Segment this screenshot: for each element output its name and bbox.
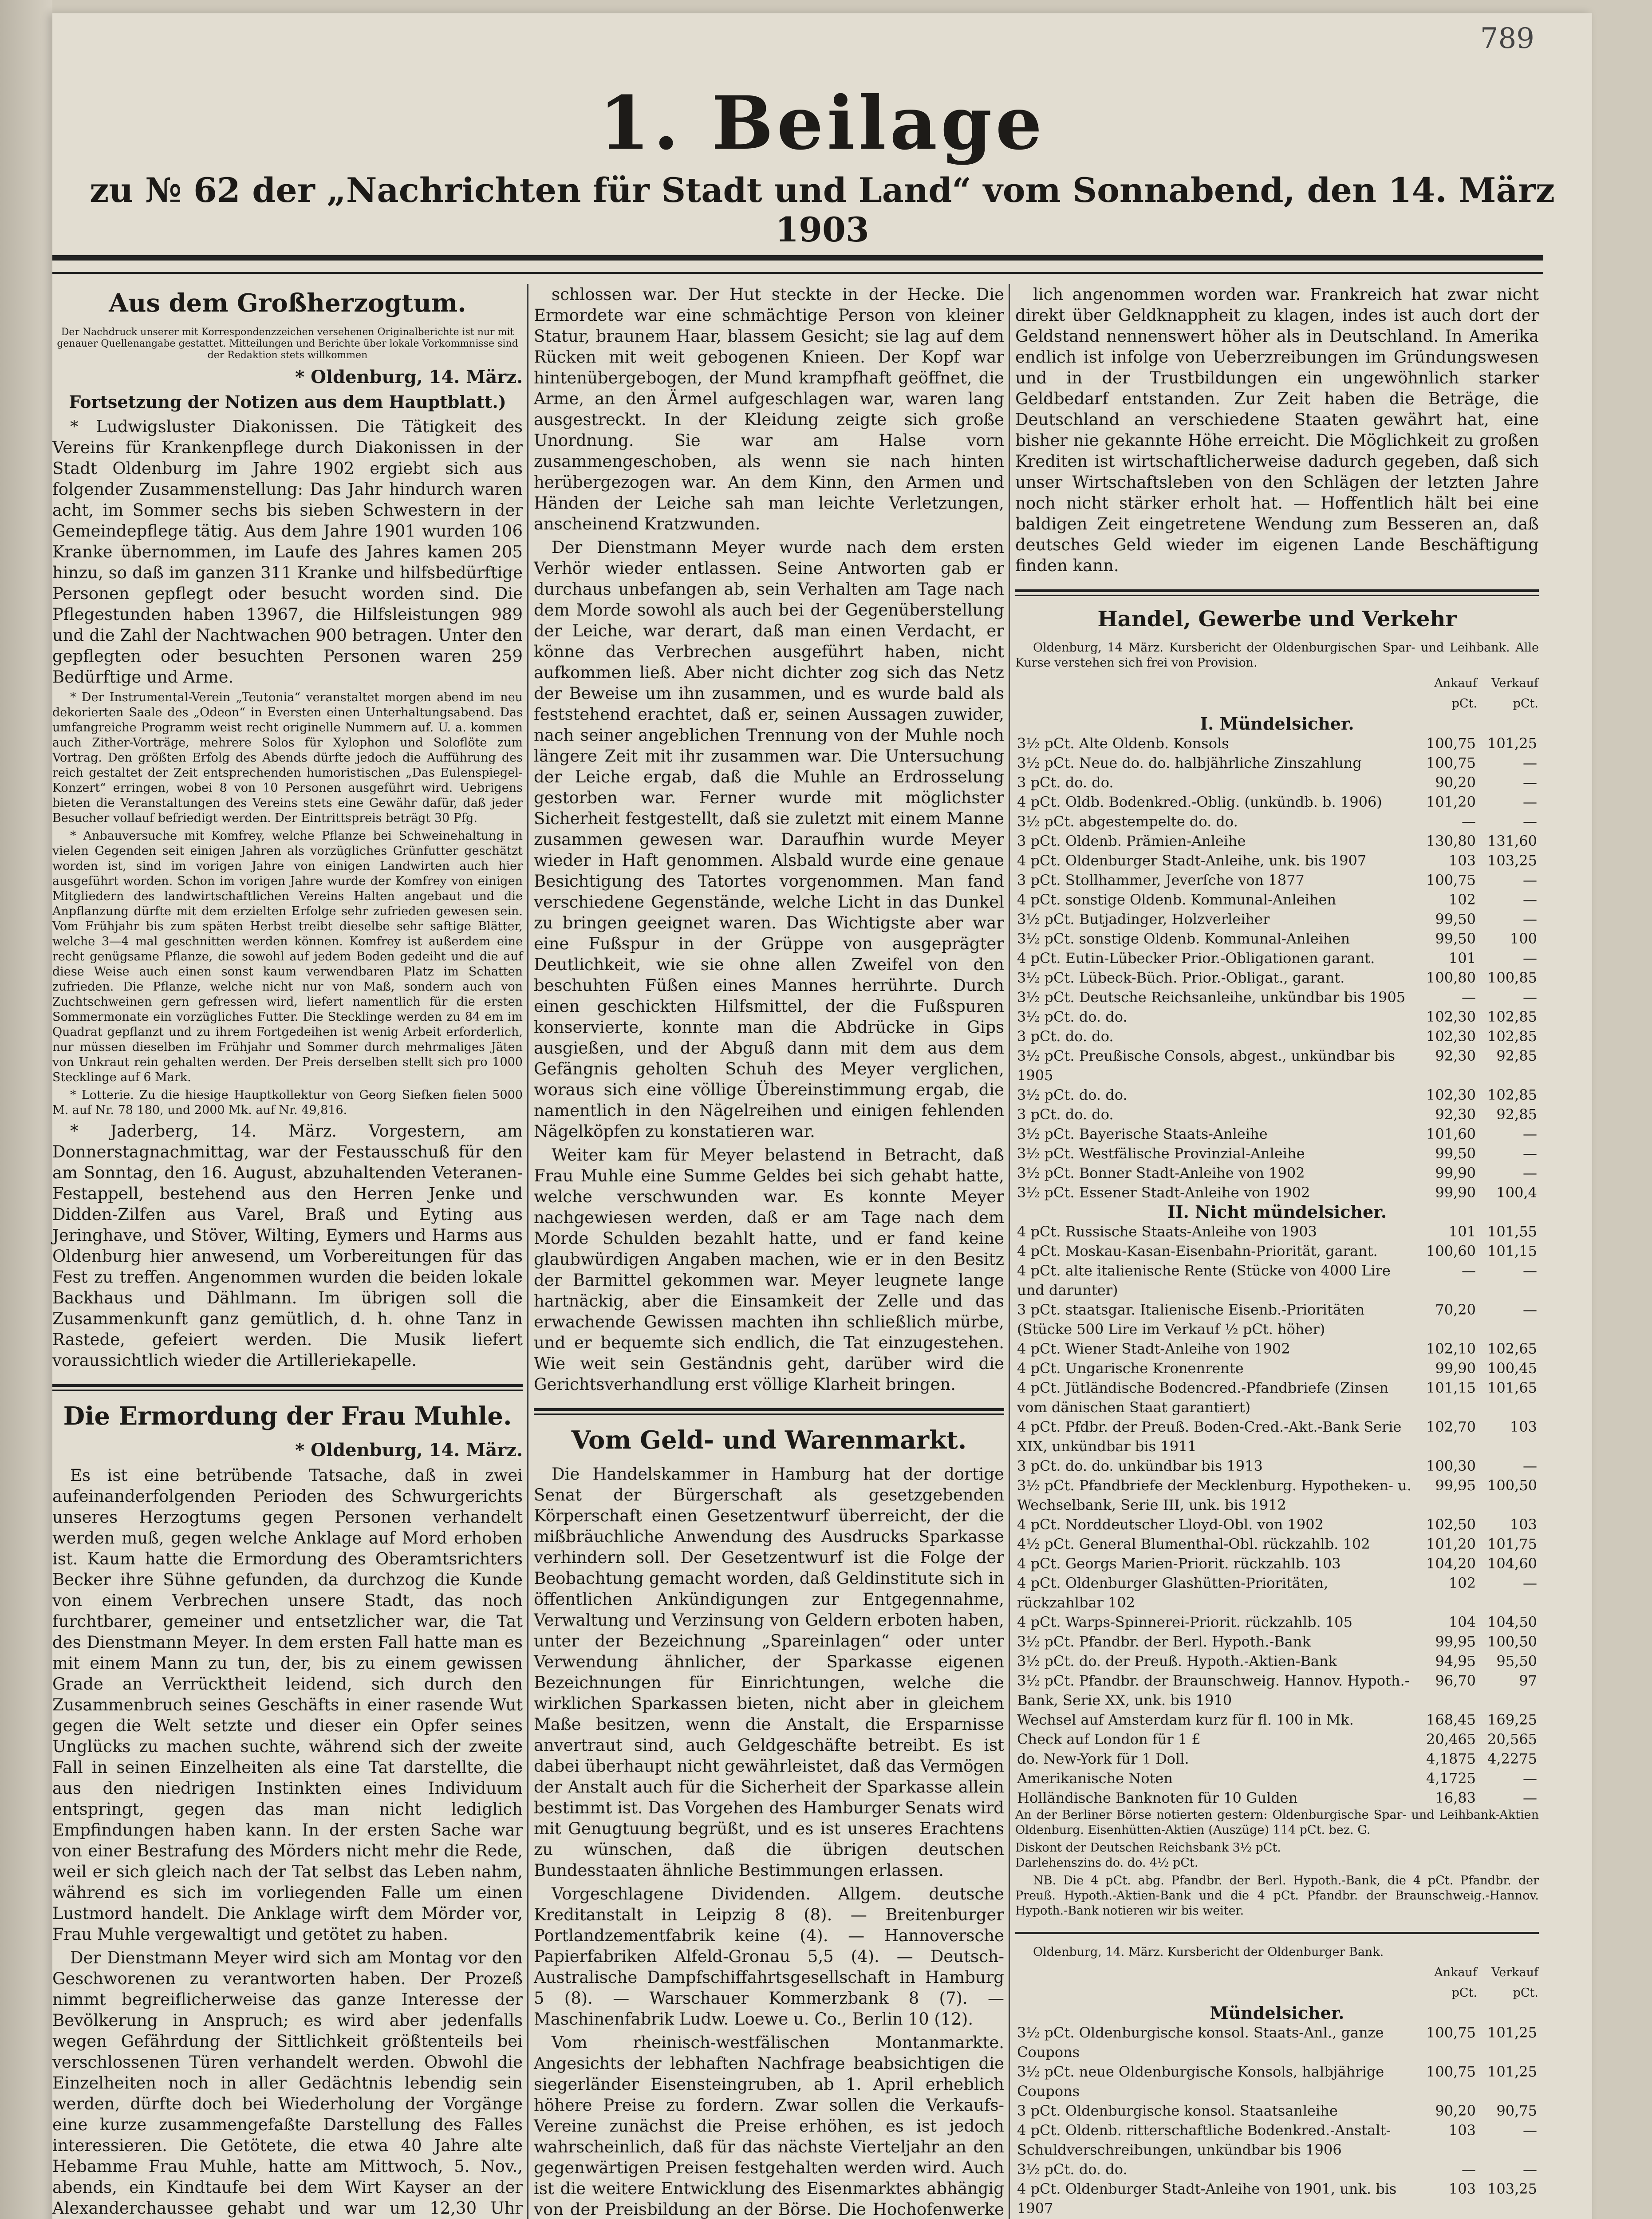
table-row <box>1015 1573 1539 1612</box>
market-table <box>1015 673 1539 1808</box>
table-row <box>1015 1085 1539 1105</box>
article-paragraph: * Ludwigsluster Diakonissen. Die Tätigkeit des Vereins für Krankenpflege durch Diakonissen in der Stadt Oldenburg im Jahre 1902 ergiebt sich aus folgender Zusammenstellung: Das Jahr hindurch waren acht, im Sommer sechs bis sieben Schwestern in der Gemeindepflege tätig. Aus dem Jahre 1901 wurden 106 Kranke übernommen, im Laufe des Jahres kamen 205 hinzu, so daß im ganzen 311 Kranke und hilfsbedürftige Personen gepflegt oder besucht worden sind. Die Pflegestunden haben 13967, die Hilfsleistungen 989 und die Zahl der Nachtwachen 900 betragen. Unter den gepflegten oder besuchten Personen waren 259 Bedürftige und Arme. <box>52 417 523 687</box>
table-row <box>1015 2120 1539 2160</box>
section-rule <box>52 1384 523 1391</box>
security-name: 4 pCt. Moskau-Kasan-Eisenbahn-Priorität, garant. <box>1017 1243 1378 1260</box>
article-paragraph: Vom rheinisch-westfälischen Montanmarkte. Angesichts der lebhaften Nachfrage beabsichtigen die siegerländer Eisensteingruben, ab 1. April erheblich höhere Preise zu fordern. Zwar sollen die Verkaufs-Vereine zunächst die Preise erhöhen, es ist jedoch wahrscheinlich, daß für das nächste Vierteljahr an den gegenwärtigen Preisen festgehalten werden wird. Auch ist die weitere Entwicklung des Eisenmarktes abhängig von der Preisbildung an der Börse. Die Hochofenwerke <box>534 2033 1004 2219</box>
market-table <box>1015 1962 1539 2219</box>
security-name: 3½ pCt. Bayerische Staats-Anleihe <box>1017 1125 1268 1142</box>
buy-rate: 102,30 <box>1426 1008 1476 1025</box>
table-row <box>1015 1769 1539 1788</box>
table-row <box>1015 1710 1539 1729</box>
security-name: do. New-York für 1 Doll. <box>1017 1750 1189 1767</box>
sell-rate: — <box>1523 1457 1537 1474</box>
sell-rate: 100,4 <box>1496 1184 1537 1201</box>
sell-rate: — <box>1523 1575 1537 1591</box>
table-row <box>1015 2101 1539 2120</box>
security-name: 4 pCt. Oldenburger Stadt-Anleihe, unk. bis 1907 <box>1017 852 1367 869</box>
dateline: * Oldenburg, 14. März. <box>295 367 523 387</box>
buy-rate: 70,20 <box>1435 1301 1476 1318</box>
buy-rate: 99,50 <box>1435 911 1476 928</box>
sell-rate: — <box>1523 1789 1537 1806</box>
buy-rate: 100,30 <box>1426 1457 1476 1474</box>
unit-label: pCt. <box>1451 1986 1477 2000</box>
column-3 <box>1015 284 1539 2219</box>
unit-label: pCt. <box>1451 697 1477 711</box>
security-name: 3½ pCt. Pfandbriefe der Mecklenburg. Hypotheken- u. Wechselbank, Serie III, unk. bis 1912 <box>1017 1477 1411 1513</box>
newspaper-page <box>52 13 1592 2219</box>
table-row <box>1015 2062 1539 2101</box>
buy-rate: 101,20 <box>1426 794 1476 810</box>
buy-rate: 99,95 <box>1435 1633 1476 1650</box>
security-name: 3½ pCt. do. do. <box>1017 2161 1128 2178</box>
sell-rate: 102,85 <box>1487 1008 1537 1025</box>
buy-rate: 103 <box>1448 2122 1476 2139</box>
buy-rate: — <box>1462 989 1476 1006</box>
sell-rate: 100 <box>1510 930 1537 947</box>
buy-rate: 99,50 <box>1435 1145 1476 1162</box>
buy-rate: 103 <box>1448 2180 1476 2197</box>
security-name: 3½ pCt. neue Oldenburgische Konsols, halbjährige Coupons <box>1017 2063 1384 2100</box>
buy-rate: 104,20 <box>1426 1555 1476 1572</box>
buy-rate: 100,75 <box>1426 872 1476 888</box>
buy-rate: 100,60 <box>1426 1243 1476 1260</box>
sell-rate: — <box>1523 950 1537 967</box>
buy-rate: 100,80 <box>1426 969 1476 986</box>
article-paragraph: Der Dienstmann Meyer wurde nach dem ersten Verhör wieder entlassen. Seine Antworten gab er durchaus unbefangen ab, sein Verhalten am Tage nach dem Morde sowohl als auch bei der Gegenüberstellung der Leiche, war derart, daß man einen Verdacht, er könne das Verbrechen ausgeführt haben, nicht aufkommen ließ. Aber nicht dichter zog sich das Netz der Beweise um ihn zusammen, und es wurde bald als feststehend erachtet, daß er, seinen Aussagen zuwider, nach seiner angeblichen Trennung von der Muhle noch längere Zeit mit ihr zusammen war. Die Untersuchung der Leiche ergab, daß die Muhle an Erdrosselung gestorben war. Ferner wurde mit möglichster Sicherheit festgestellt, daß sie zuletzt mit einem Manne zusammen gewesen war. Daraufhin wurde Meyer wieder in Haft genommen. Alsbald wurde eine genaue Besichtigung des Tatortes vorgenommen. Man fand verschiedene Gegenstände, welche Licht in das Dunkel zu bringen geeignet waren. Das Wichtigste aber war eine Fußspur in der Grüppe von ausgeprägter Deutlichkeit, wie sie ohne allen Zweifel von den beschuhten Füßen eines Mannes herrührte. Durch einen geschickten Hilfsmittel, der die Fußspuren konservierte, konnte man die Abdrücke in Gips ausgießen, und der Abguß dann mit dem aus dem Gefängnis geholten Schuh des Meyer verglichen, woraus sich eine völlige Übereinstimmung ergab, die namentlich in den Nägelreihen und einigen fehlenden Nägelköpfen zu konstatieren war. <box>534 538 1004 1141</box>
table-row <box>1015 1671 1539 1710</box>
masthead <box>52 80 1592 249</box>
table-row <box>1015 1456 1539 1476</box>
table-row <box>1015 890 1539 909</box>
security-name: 4 pCt. Wiener Stadt-Anleihe von 1902 <box>1017 1340 1290 1357</box>
market-intro: Oldenburg, 14. März. Kursbericht der Oldenburger Bank. <box>1033 1945 1384 1959</box>
buy-rate: 130,80 <box>1426 833 1476 849</box>
article-heading: Handel, Gewerbe und Verkehr <box>1097 607 1457 632</box>
buy-rate: 168,45 <box>1426 1711 1476 1728</box>
nb-note: NB. Die 4 pCt. abg. Pfandbr. der Berl. Hypoth.-Bank, die 4 pCt. Pfandbr. der Preuß. Hypoth.-Aktien-Bank und die 4 pCt. Pfandbr. der Braunschweig.-Hannov. Hypoth.-Bank notieren wir bis weiter. <box>1015 1874 1539 1918</box>
security-name: 3½ pCt. Oldenburgische konsol. Staats-Anl., ganze Coupons <box>1017 2024 1384 2061</box>
sell-rate: — <box>1523 1125 1537 1142</box>
discount-line: Darlehenszins do. do. 4½ pCt. <box>1015 1856 1199 1870</box>
table-row <box>1015 1612 1539 1632</box>
article-paragraph: Es ist eine betrübende Tatsache, daß in zwei aufeinanderfolgenden Perioden des Schwurgerichts unseres Herzogtums gegen Personen verhandelt werden muß, gegen welche Anklage auf Mord erhoben ist. Kaum hatte die Ermordung des Oberamtsrichters Becker ihre Sühne gefunden, da durchzog die Kunde von einem Verbrechen unsere Stadt, das noch furchtbarer, gemeiner und entsetzlicher war, die Tat des Dienstmann Meyer. In dem ersten Fall hatte man es mit einem Mann zu tun, der, bis zu einem gewissen Grade an Verrücktheit leidend, sich durch den Zusammenbruch seines Geschäfts in einer rasende Wut gegen die Welt setzte und dieser ein Opfer seines Unglücks zu machen suchte, während sich der zweite Fall in seinen Einzelheiten als eine Tat darstellte, die aus den niedrigen Instinkten eines Individuum entspringt, gegen das man nicht lediglich Empfindungen haben kann. In der ersten Sache war von einer Bestrafung des Mörders nicht mehr die Rede, weil er sich gleich nach der Tat selbst das Leben nahm, während es sich im vorliegenden Falle um einen Lustmord handelt. Die Anklage wirft dem Mörder vor, Frau Muhle vergewaltigt und getötet zu haben. <box>52 1466 523 1944</box>
table-row <box>1015 792 1539 812</box>
article-paragraph: * Der Instrumental-Verein „Teutonia“ veranstaltet morgen abend im neu dekorierten Saale des „Odeon“ in Eversten einen Unterhaltungsabend. Das umfangreiche Programm weist recht originelle Nummern auf. U. a. kommen auch Zither-Vorträge, mehrere Solos für Xylophon und Soloflöte zum Vortrag. Den größten Erfolg des Abends dürfte jedoch die Aufführung des reich gestaltet der Zeit entsprechenden humoristischen „Das Eulenspiegel-Konzert“ erringen, wobei 8 von 10 Personen ausgeführt wird. Uebrigens bieten die Veranstaltungen des Vereins stets eine Gewähr dafür, daß jeder Besucher vollauf befriedigt werden. Der Eintrittspreis beträgt 30 Pfg. <box>52 691 523 825</box>
table-row <box>1015 773 1539 792</box>
buy-rate: 94,95 <box>1435 1653 1476 1670</box>
berlin-exchange-note: An der Berliner Börse notierten gestern: Oldenburgische Spar- und Leihbank-Aktien Oldenburg. Eisenhütten-Aktien (Auszüge) 114 pCt. bez. G. <box>1015 1808 1539 1837</box>
security-name: 3½ pCt. abgestempelte do. do. <box>1017 813 1238 830</box>
security-name: Wechsel auf Amsterdam kurz für fl. 100 in Mk. <box>1017 1711 1354 1728</box>
table-row <box>1015 1632 1539 1651</box>
buy-rate: 102,50 <box>1426 1516 1476 1533</box>
column-1 <box>52 284 523 2219</box>
sell-rate: — <box>1523 911 1537 928</box>
table-row <box>1015 909 1539 929</box>
section-heading: Aus dem Großherzogtum. <box>109 288 466 318</box>
sell-rate: — <box>1523 872 1537 888</box>
security-name: 3 pCt. do. do. <box>1017 1106 1114 1123</box>
sell-rate: — <box>1523 1301 1537 1318</box>
buy-rate: 92,30 <box>1435 1106 1476 1123</box>
section-rule <box>1015 589 1539 596</box>
sell-rate: — <box>1523 1165 1537 1181</box>
column-header-sell: Verkauf <box>1491 676 1538 690</box>
buy-rate: 90,20 <box>1435 2102 1476 2119</box>
table-section-title: I. Mündelsicher. <box>1200 714 1354 734</box>
buy-rate: 99,90 <box>1435 1184 1476 1201</box>
sell-rate: 4,2275 <box>1487 1750 1537 1767</box>
security-name: 4 pCt. Eutin-Lübecker Prior.-Obligationen garant. <box>1017 950 1375 967</box>
section-rule <box>534 1408 1004 1415</box>
security-name: 3½ pCt. do. do. <box>1017 1086 1128 1103</box>
security-name: 4 pCt. sonstige Oldenb. Kommunal-Anleihen <box>1017 891 1337 908</box>
article-heading: Die Ermordung der Frau Muhle. <box>63 1402 512 1431</box>
buy-rate: 4,1725 <box>1426 1770 1476 1787</box>
buy-rate: 92,30 <box>1435 1047 1476 1064</box>
buy-rate: 96,70 <box>1435 1672 1476 1689</box>
security-name: 3½ pCt. do. do. <box>1017 1008 1128 1025</box>
sell-rate: 100,50 <box>1487 1477 1537 1494</box>
table-row <box>1015 1378 1539 1417</box>
table-row <box>1015 870 1539 890</box>
market-intro: Oldenburg, 14 März. Kursbericht der Oldenburgischen Spar- und Leihbank. Alle Kurse verstehen sich frei von Provision. <box>1015 641 1539 670</box>
table-row <box>1015 1105 1539 1124</box>
security-name: 4 pCt. Pfdbr. der Preuß. Boden-Cred.-Akt.-Bank Serie XIX, unkündbar bis 1911 <box>1017 1418 1402 1455</box>
masthead-rule <box>52 255 1543 274</box>
table-row <box>1015 1417 1539 1456</box>
column-header-buy: Ankauf <box>1434 1966 1477 1979</box>
sell-rate: 20,565 <box>1487 1731 1537 1748</box>
table-row <box>1015 1027 1539 1046</box>
column-2 <box>534 284 1004 2219</box>
buy-rate: 101 <box>1448 950 1476 967</box>
table-row <box>1015 2160 1539 2179</box>
table-row <box>1015 1007 1539 1027</box>
security-name: 3½ pCt. Alte Oldenb. Konsols <box>1017 735 1229 752</box>
security-name: 3½ pCt. do. der Preuß. Hypoth.-Aktien-Bank <box>1017 1653 1337 1670</box>
sell-rate: 92,85 <box>1496 1047 1537 1064</box>
security-name: Check auf London für 1 £ <box>1017 1731 1201 1748</box>
security-name: 4½ pCt. General Blumenthal-Obl. rückzahlb. 102 <box>1017 1536 1370 1552</box>
buy-rate: 102,10 <box>1426 1340 1476 1357</box>
sell-rate: — <box>1523 774 1537 791</box>
table-section-row <box>1015 1202 1539 1222</box>
buy-rate: 99,90 <box>1435 1360 1476 1377</box>
sell-rate: 102,85 <box>1487 1086 1537 1103</box>
security-name: 4 pCt. Jütländische Bodencred.-Pfandbriefe (Zinsen vom dänischen Staat garantiert) <box>1017 1379 1389 1416</box>
table-row <box>1015 1261 1539 1300</box>
buy-rate: 102,70 <box>1426 1418 1476 1435</box>
table-row <box>1015 1749 1539 1769</box>
buy-rate: 103 <box>1448 852 1476 869</box>
security-name: 3 pCt. Oldenburgische konsol. Staatsanleihe <box>1017 2102 1338 2119</box>
sell-rate: — <box>1523 1145 1537 1162</box>
buy-rate: 99,50 <box>1435 930 1476 947</box>
article-paragraph: Der Dienstmann Meyer wird sich am Montag vor den Geschworenen zu verantworten haben. Der Prozeß nimmt begreiflicherweise das ganze Interesse der Bevölkerung in Anspruch; es wird aber jedenfalls wegen Gefährdung der Sittlichkeit größtenteils bei verschlossenen Türen verhandelt werden. Obwohl die Einzelheiten noch in aller Gedächtnis lebendig sein werden, dürfte doch bei Wiederholung der Vorgänge eine kurze zusammengefaßte Darstellung des Falles interessieren. Die Getötete, die etwa 40 Jahre alte Hebamme Frau Muhle, hatte am Mittwoch, 5. Nov., abends, ein Kindtaufe bei dem Wirt Kayser an der Alexanderchaussee gehabt und war um 12,30 Uhr <box>52 1948 523 2218</box>
table-row <box>1015 1124 1539 1144</box>
article-paragraph: * Jaderberg, 14. März. Vorgestern, am Donnerstagnachmittag, war der Festausschuß für den am Sonntag, den 16. August, abzuhaltenden Veteranen-Festappell, bestehend aus den Herren Jenke und Didden-Zilfen aus Varel, Braß und Eyting aus Jeringhave, und Stöver, Wilting, Eymers und Harms aus Oldenburg hier anwesend, um Vorbereitungen für das Fest zu treffen. Angenommen wurden die beiden lokale Backhaus und Dählmann. Im übrigen soll die Zusammenkunft ganz gemütlich, d. h. ohne Tanz in Rastede, gefeiert werden. Die Musik liefert voraussichtlich wieder die Artilleriekapelle. <box>52 1121 523 1370</box>
security-name: 3 pCt. do. do. unkündbar bis 1913 <box>1017 1457 1263 1474</box>
article-paragraph: * Lotterie. Zu die hiesige Hauptkollektur von Georg Siefken fielen 5000 M. auf Nr. 78 180, und 2000 Mk. auf Nr. 49,816. <box>52 1088 523 1117</box>
table-row <box>1015 1729 1539 1749</box>
buy-rate: 4,1875 <box>1426 1750 1476 1767</box>
table-row <box>1015 753 1539 773</box>
sell-rate: 103,25 <box>1487 2180 1537 2197</box>
sell-rate: — <box>1523 794 1537 810</box>
buy-rate: 101,15 <box>1426 1379 1476 1396</box>
sell-rate: 100,85 <box>1487 969 1537 986</box>
buy-rate: — <box>1462 2161 1476 2178</box>
column-divider <box>527 284 528 2219</box>
table-row <box>1015 812 1539 831</box>
table-section-row <box>1015 2003 1539 2023</box>
buy-rate: 101,60 <box>1426 1125 1476 1142</box>
discount-line: Diskont der Deutschen Reichsbank 3½ pCt. <box>1015 1841 1281 1855</box>
security-name: 3½ pCt. Butjadinger, Holzverleiher <box>1017 911 1270 928</box>
security-name: 4 pCt. Ungarische Kronenrente <box>1017 1360 1244 1377</box>
security-name: 4 pCt. Oldenb. ritterschaftliche Bodenkred.-Anstalt-Schuldverschreibungen, unkündbar bis 1906 <box>1017 2122 1391 2158</box>
buy-rate: 101 <box>1448 1223 1476 1240</box>
sell-rate: 103,25 <box>1487 852 1537 869</box>
table-row <box>1015 734 1539 753</box>
security-name: 4 pCt. Georgs Marien-Priorit. rückzahlb. 103 <box>1017 1555 1341 1572</box>
column-header-buy: Ankauf <box>1434 676 1477 690</box>
security-name: 3 pCt. Stollhammer, Jeverſche von 1877 <box>1017 872 1305 888</box>
buy-rate: 99,90 <box>1435 1165 1476 1181</box>
security-name: 3 pCt. staatsgar. Italienische Eisenb.-Prioritäten (Stücke 500 Lire im Verkauf ½ pCt. höher) <box>1017 1301 1365 1338</box>
sell-rate: 97 <box>1519 1672 1537 1689</box>
sell-rate: — <box>1523 891 1537 908</box>
table-row <box>1015 1144 1539 1163</box>
table-row <box>1015 987 1539 1007</box>
security-name: 3 pCt. Oldenb. Prämien-Anleihe <box>1017 833 1246 849</box>
column-divider <box>1009 284 1010 2219</box>
table-row <box>1015 948 1539 968</box>
security-name: 4 pCt. Warps-Spinnerei-Priorit. rückzahlb. 105 <box>1017 1614 1352 1631</box>
table-row <box>1015 1046 1539 1085</box>
buy-rate: 100,75 <box>1426 735 1476 752</box>
buy-rate: 102,30 <box>1426 1028 1476 1045</box>
article-paragraph: lich angenommen worden war. Frankreich hat zwar nicht direkt über Geldknappheit zu klagen, indes ist auch dort der Geldstand nennenswert höher als in Deutschland. In Amerika endlich ist infolge von Ueberzreibungen im Gründungswesen und in der Trustbildungen ein ungewöhnlich starker Geldbedarf entstanden. Zur Zeit haben die Beträge, die Deutschland an verschiedene Staaten gewährt hat, eine bisher nie gekannte Höhe erreicht. Die Möglichkeit zu großen Krediten ist wirtschaftlicherweise dadurch gegeben, daß sich unser Wirtschaftsleben von den Schlägen der letzten Jahre noch nicht stärker erholt hat. — Hoffentlich hält bei eine baldigen Zeit eingetretene Wendung zum Besseren an, daß deutsches Geld wieder im eigenen Lande Beschäftigung finden kann. <box>1015 285 1539 575</box>
sell-rate: 104,60 <box>1487 1555 1537 1572</box>
page-number: 789 <box>1480 22 1534 55</box>
sell-rate: 100,50 <box>1487 1633 1537 1650</box>
table-row <box>1015 1554 1539 1573</box>
table-row <box>1015 1651 1539 1671</box>
continuation-note: Fortsetzung der Notizen aus dem Hauptblatt.) <box>69 392 506 412</box>
sell-rate: 101,55 <box>1487 1223 1537 1240</box>
sell-rate: 104,50 <box>1487 1614 1537 1631</box>
sell-rate: 169,25 <box>1487 1711 1537 1728</box>
sell-rate: 102,65 <box>1487 1340 1537 1357</box>
security-name: 4 pCt. Oldb. Bodenkred.-Oblig. (unkündb. b. 1906) <box>1017 794 1382 810</box>
table-row <box>1015 1300 1539 1339</box>
buy-rate: 101,20 <box>1426 1536 1476 1552</box>
buy-rate: 100,75 <box>1426 2063 1476 2080</box>
table-row <box>1015 2023 1539 2062</box>
reprint-note: Der Nachdruck unserer mit Korrespondenzzeichen versehenen Originalberichte ist nur mit genauer Quellenangabe gestattet. Mitteilungen und Berichte über lokale Vorkommnisse sind der Redaktion stets willkommen <box>57 327 518 361</box>
table-row <box>1015 1163 1539 1183</box>
sell-rate: 103 <box>1510 1418 1537 1435</box>
section-rule <box>1015 1932 1539 1934</box>
buy-rate: 20,465 <box>1426 1731 1476 1748</box>
security-name: 3½ pCt. Preußische Consols, abgest., unkündbar bis 1905 <box>1017 1047 1396 1084</box>
security-name: 3 pCt. do. do. <box>1017 774 1114 791</box>
buy-rate: 99,95 <box>1435 1477 1476 1494</box>
table-row <box>1015 2179 1539 2218</box>
sell-rate: 101,15 <box>1487 1243 1537 1260</box>
article-paragraph: Vorgeschlagene Dividenden. Allgem. deutsche Kreditanstalt in Leipzig 8 (8). — Breitenburger Portlandzementfabrik keine (4). — Hannoversche Papierfabriken Alfeld-Gronau 5,5 (4). — Deutsch-Australische Dampfschiffahrtsgesellschaft in Hamburg 5 (8). — Warschauer Kommerzbank 8 (7). — Maschinenfabrik Ludw. Loewe u. Co., Berlin 10 (12). <box>534 1884 1004 2029</box>
masthead-subtitle: zu № 62 der „Nachrichten für Stadt und Land“ vom Sonnabend, den 14. März 1903 <box>90 170 1555 249</box>
sell-rate: — <box>1523 2161 1537 2178</box>
unit-label: pCt. <box>1513 697 1538 711</box>
security-name: 3½ pCt. Westfälische Provinzial-Anleihe <box>1017 1145 1305 1162</box>
buy-rate: 102 <box>1448 891 1476 908</box>
article-paragraph: schlossen war. Der Hut steckte in der Hecke. Die Ermordete war eine schmächtige Person von kleiner Statur, braunem Haar, blassem Gesicht; sie lag auf dem Rücken mit weit gebogenen Knieen. Der Kopf war hintenübergebogen, der Mund krampfhaft geöffnet, die Arme, an den Ärmel aufgeschlagen war, waren lang ausgestreckt. In der Kleidung zeigte sich große Unordnung. Sie war am Halse vorn zusammengeschoben, als wenn sie nach hinten herübergezogen war. An dem Kinn, den Armen und Händen der Leiche sah man leichte Verletzungen, anscheinend Kratzwunden. <box>534 285 1004 533</box>
article-paragraph: Die Handelskammer in Hamburg hat der dortige Senat der Bürgerschaft als gesetzgebenden Körperschaft einen Gesetzentwurf überreicht, der die mißbräuchliche Anwendung des Ausdrucks Sparkasse verhindern soll. Der Gesetzentwurf ist die Folge der Beobachtung gemacht worden, daß Geldinstitute sich in öffentlichen Ankündigungen zur Entgegennahme, Verwaltung und Verzinsung von Geldern erboten haben, unter der Bezeichnung „Spareinlagen“ oder unter Verwendung ähnlicher, der Sparkasse eigenen Bezeichnungen für Einrichtungen, welche die wirklichen Sparkassen bieten, nicht aber in gleichem Maße besitzen, wenn die Anstalt, die Ersparnisse anvertraut sind, auch Geldgeschäfte betreibt. Es ist dabei überhaupt nicht gewährleistet, daß das Vermögen der Anstalt auch für die Sicherheit der Sparkasse allein bestimmt ist. Das Vorgehen des Hamburger Senats wird mit Genugtuung begrüßt, und es ist unseres Erachtens zu wünschen, daß die übrigen deutschen Bundesstaaten ähnliche Bestimmungen erlassen. <box>534 1465 1004 1880</box>
table-row <box>1015 1515 1539 1534</box>
security-name: 4 pCt. Oldenburger Stadt-Anleihe von 1901, unk. bis 1907 <box>1017 2180 1397 2217</box>
buy-rate: — <box>1462 1262 1476 1279</box>
sell-rate: 90,75 <box>1496 2102 1537 2119</box>
security-name: 4 pCt. alte italienische Rente (Stücke von 4000 Lire und darunter) <box>1017 1262 1391 1299</box>
article-paragraph: * Anbauversuche mit Komfrey, welche Pflanze bei Schweinehaltung in vielen Gegenden seit einigen Jahren als vorzügliches Grünfutter geschätzt worden ist, sind im vorigen Jahre von einigen Landwirten auch hier ausgeführt worden. Schon im vorigen Jahre wurde der Komfrey von einigen Mitgliedern des landwirtschaftlichen Vereins Halten angebaut und die Anpflanzung dürfte mit dem erzielten Erfolge sehr zufrieden gewesen sein. Vom Frühjahr bis zum späten Herbst treibt dieselbe sehr saftige Blätter, welche 3—4 mal geschnitten werden können. Komfrey ist außerdem eine recht genügsame Pflanze, die sowohl auf jedem Boden gedeiht und die auf diese Weise auch einen sonst kaum verwendbaren Platz im Schatten zufrieden. Die Pflanze, welche nicht nur von Maß, sondern auch von Zuchtschweinen gern gefressen wird, liefert namentlich für die ersten Sommermonate ein vorzügliches Futter. Die Stecklinge werden zu 84 em im Quadrat gepflanzt und zu ihrem Fortgedeihen ist wenig Arbeit erforderlich, nur müssen dieselben im Frühjahr und Sommer durch mehrmaliges Jäten von Unkraut rein gehalten werden. Der Preis derselben stellt sich pro 1000 Stecklinge auf 6 Mark. <box>52 829 523 1084</box>
buy-rate: 100,75 <box>1426 754 1476 771</box>
sell-rate: 95,50 <box>1496 1653 1537 1670</box>
table-section-title: Mündelsicher. <box>1210 2003 1344 2023</box>
table-row <box>1015 968 1539 987</box>
table-row <box>1015 1241 1539 1261</box>
buy-rate: 16,83 <box>1435 1789 1476 1806</box>
table-row <box>1015 1788 1539 1808</box>
unit-label: pCt. <box>1513 1986 1538 2000</box>
sell-rate: 101,65 <box>1487 1379 1537 1396</box>
security-name: 3½ pCt. Pfandbr. der Braunschweig. Hannov. Hypoth.-Bank, Serie XX, unk. bis 1910 <box>1017 1672 1410 1709</box>
sell-rate: 101,25 <box>1487 2063 1537 2080</box>
table-row <box>1015 831 1539 851</box>
sell-rate: — <box>1523 754 1537 771</box>
table-row <box>1015 1358 1539 1378</box>
buy-rate: 102 <box>1448 1575 1476 1591</box>
buy-rate: 100,75 <box>1426 2024 1476 2041</box>
column-header-sell: Verkauf <box>1491 1966 1538 1979</box>
article-paragraph: Weiter kam für Meyer belastend in Betracht, daß Frau Muhle eine Summe Geldes bei sich gehabt hatte, welche verschwunden war. Es konnte Meyer nachgewiesen werden, daß er am Tage nach dem Morde Schulden bezahlt hatte, und er fand keine glaubwürdigen Angaben machen, wie er in den Besitz der Barmittel gekommen war. Meyer leugnete lange hartnäckig, aber die Einsamkeit der Zelle und das erwachende Gewissen machten ihn schließlich mürbe, und er bequemte sich endlich, die Tat einzugestehen. Wie weit sein Geständnis geht, darüber wird die Gerichtsverhandlung erst völlige Klarheit bringen. <box>534 1145 1004 1394</box>
buy-rate: 90,20 <box>1435 774 1476 791</box>
sell-rate: 100,45 <box>1487 1360 1537 1377</box>
dateline: * Oldenburg, 14. März. <box>295 1440 523 1461</box>
sell-rate: 103 <box>1510 1516 1537 1533</box>
table-row <box>1015 1222 1539 1241</box>
table-row <box>1015 851 1539 870</box>
table-row <box>1015 1534 1539 1554</box>
sell-rate: 92,85 <box>1496 1106 1537 1123</box>
article-heading: Vom Geld- und Warenmarkt. <box>571 1425 967 1455</box>
sell-rate: 101,25 <box>1487 2024 1537 2041</box>
security-name: 3½ pCt. Deutsche Reichsanleihe, unkündbar bis 1905 <box>1017 989 1406 1006</box>
table-row <box>1015 1183 1539 1202</box>
sell-rate: 131,60 <box>1487 833 1537 849</box>
security-name: 4 pCt. Oldenburger Glashütten-Prioritäten, rückzahlbar 102 <box>1017 1575 1329 1611</box>
security-name: 3 pCt. do. do. <box>1017 1028 1114 1045</box>
security-name: 3½ pCt. sonstige Oldenb. Kommunal-Anleihen <box>1017 930 1350 947</box>
sell-rate: 101,25 <box>1487 735 1537 752</box>
security-name: Amerikanische Noten <box>1017 1770 1173 1787</box>
sell-rate: — <box>1523 2122 1537 2139</box>
security-name: 4 pCt. Norddeutscher Lloyd-Obl. von 1902 <box>1017 1516 1324 1533</box>
security-name: 3½ pCt. Bonner Stadt-Anleihe von 1902 <box>1017 1165 1305 1181</box>
sell-rate: 101,75 <box>1487 1536 1537 1552</box>
page-binding-edge <box>0 0 52 2219</box>
sell-rate: — <box>1523 1770 1537 1787</box>
security-name: 3½ pCt. Pfandbr. der Berl. Hypoth.-Bank <box>1017 1633 1311 1650</box>
sell-rate: 102,85 <box>1487 1028 1537 1045</box>
security-name: 3½ pCt. Lübeck-Büch. Prior.-Obligat., garant. <box>1017 969 1345 986</box>
table-section-row <box>1015 714 1539 734</box>
sell-rate: — <box>1523 813 1537 830</box>
masthead-title: 1. Beilage <box>599 80 1046 166</box>
table-section-title: II. Nicht mündelsicher. <box>1167 1202 1387 1222</box>
table-row <box>1015 1339 1539 1358</box>
sell-rate: — <box>1523 989 1537 1006</box>
buy-rate: 102,30 <box>1426 1086 1476 1103</box>
security-name: 3½ pCt. Neue do. do. halbjährliche Zinszahlung <box>1017 754 1362 771</box>
buy-rate: 104 <box>1448 1614 1476 1631</box>
sell-rate: — <box>1523 1262 1537 1279</box>
security-name: 3½ pCt. Essener Stadt-Anleihe von 1902 <box>1017 1184 1310 1201</box>
security-name: 4 pCt. Russische Staats-Anleihe von 1903 <box>1017 1223 1317 1240</box>
table-row <box>1015 1476 1539 1515</box>
security-name: Holländische Banknoten für 10 Gulden <box>1017 1789 1298 1806</box>
table-row <box>1015 929 1539 948</box>
buy-rate: — <box>1462 813 1476 830</box>
